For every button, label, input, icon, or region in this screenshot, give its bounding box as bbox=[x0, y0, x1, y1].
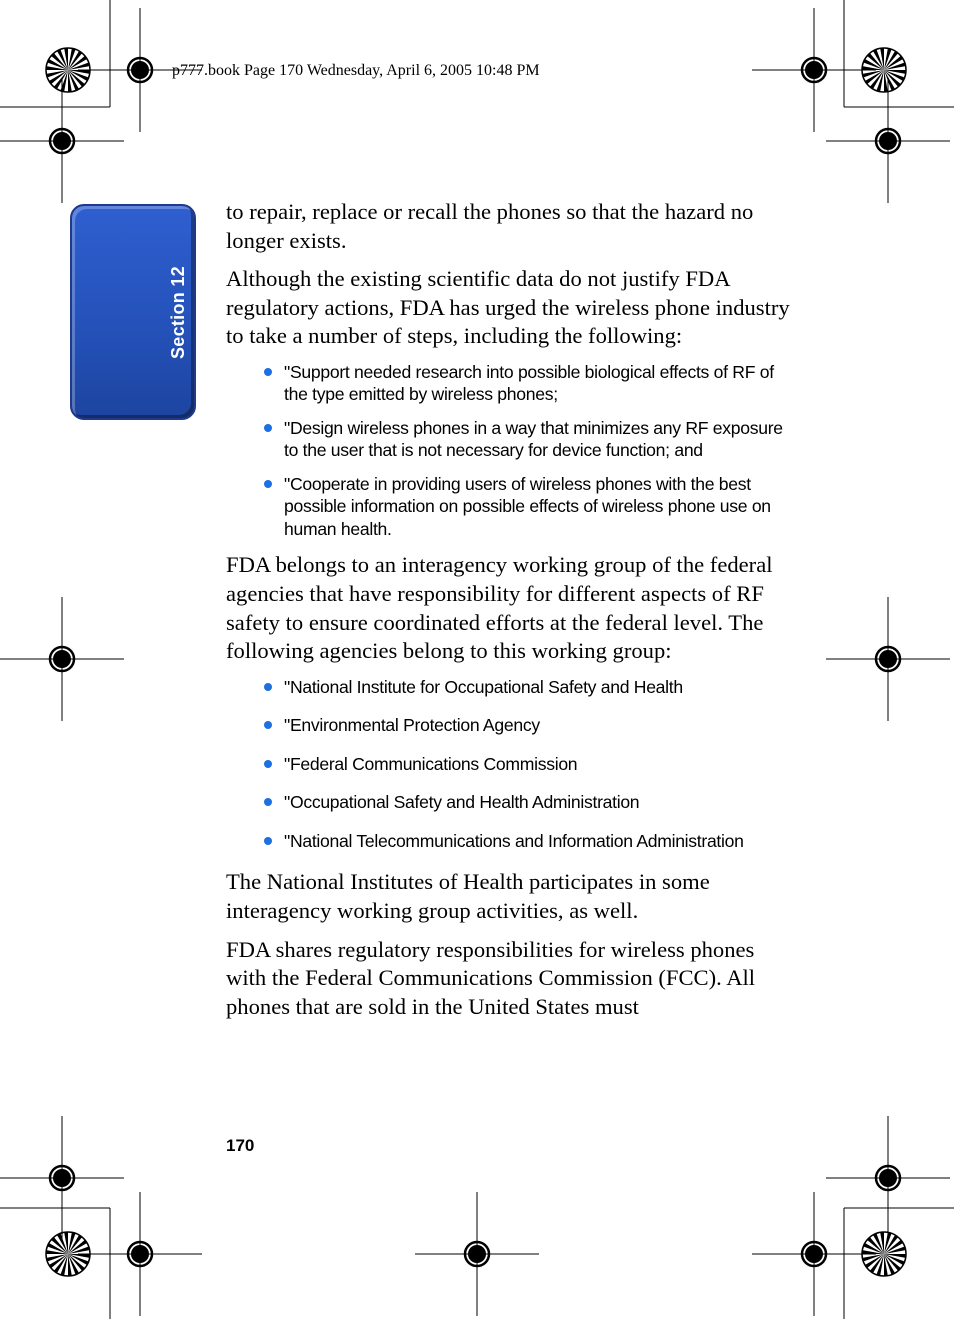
bullet-dot-icon bbox=[264, 837, 272, 845]
registration-target-icon bbox=[78, 1192, 202, 1316]
page-number: 170 bbox=[226, 1136, 255, 1155]
fda-steps-list bbox=[226, 361, 798, 541]
paragraph: The National Institutes of Health participates in some interagency working group activities, as well. bbox=[226, 869, 710, 923]
registration-target-icon bbox=[826, 79, 950, 203]
list-item bbox=[226, 753, 798, 776]
print-slug: p777.book Page 170 Wednesday, April 6, 2005 10:48 PM bbox=[172, 62, 540, 79]
list-item-text: "National Telecommunications and Information Administration bbox=[284, 830, 744, 851]
bullet-dot-icon bbox=[264, 798, 272, 806]
list-item-text: "Design wireless phones in a way that minimizes any RF exposure to the user that is not necessary for device function; and bbox=[284, 417, 783, 461]
list-item bbox=[226, 791, 798, 814]
list-item bbox=[226, 473, 798, 541]
list-item-text: "Support needed research into possible biological effects of RF of the type emitted by wireless phones; bbox=[284, 361, 774, 405]
bullet-dot-icon bbox=[264, 760, 272, 768]
registration-target-icon bbox=[826, 1116, 950, 1240]
list-item-text: "Cooperate in providing users of wireless phones with the best possible information on possible effects of wireless phone use on human health. bbox=[284, 473, 771, 539]
registration-target-icon bbox=[0, 79, 124, 203]
registration-target-icon bbox=[0, 1116, 124, 1240]
list-item bbox=[226, 361, 798, 406]
list-item-text: "Environmental Protection Agency bbox=[284, 715, 540, 736]
section-tab-label-box bbox=[158, 268, 198, 358]
list-item-text: "Federal Communications Commission bbox=[284, 753, 578, 774]
list-item-text: "Occupational Safety and Health Administration bbox=[284, 792, 640, 813]
registration-target-icon bbox=[0, 597, 124, 721]
registration-target-icon bbox=[752, 8, 876, 132]
starburst-target-icon bbox=[862, 48, 906, 92]
paragraph: to repair, replace or recall the phones so that the hazard no longer exists. bbox=[226, 199, 754, 253]
starburst-target-icon bbox=[862, 1232, 906, 1276]
registration-target-icon bbox=[752, 1192, 876, 1316]
list-item bbox=[226, 417, 798, 462]
bullet-dot-icon bbox=[264, 480, 272, 488]
starburst-target-icon bbox=[46, 1232, 90, 1276]
list-item bbox=[226, 830, 798, 853]
registration-target-icon bbox=[415, 1192, 539, 1316]
bullet-dot-icon bbox=[264, 683, 272, 691]
bullet-dot-icon bbox=[264, 368, 272, 376]
section-tab-label: Section 12 bbox=[167, 266, 188, 360]
bullet-dot-icon bbox=[264, 424, 272, 432]
paragraph: FDA belongs to an interagency working group of the federal agencies that have responsibility for different aspects of RF safety to ensure coordinated efforts at the federal level. The following agencies belong to this working group: bbox=[226, 552, 773, 664]
paragraph: Although the existing scientific data do not justify FDA regulatory actions, FDA has urged the wireless phone industry to take a number of steps, including the following: bbox=[226, 266, 790, 349]
bullet-dot-icon bbox=[264, 721, 272, 729]
list-item-text: "National Institute for Occupational Safety and Health bbox=[284, 676, 683, 697]
paragraph: FDA shares regulatory responsibilities for wireless phones with the Federal Communications Commission (FCC). All phones that are sold in the United States must bbox=[226, 936, 756, 1019]
starburst-target-icon bbox=[46, 48, 90, 92]
list-item bbox=[226, 714, 798, 737]
list-item bbox=[226, 676, 798, 699]
agencies-list bbox=[226, 676, 798, 853]
registration-target-icon bbox=[826, 597, 950, 721]
page-content bbox=[226, 198, 798, 1031]
